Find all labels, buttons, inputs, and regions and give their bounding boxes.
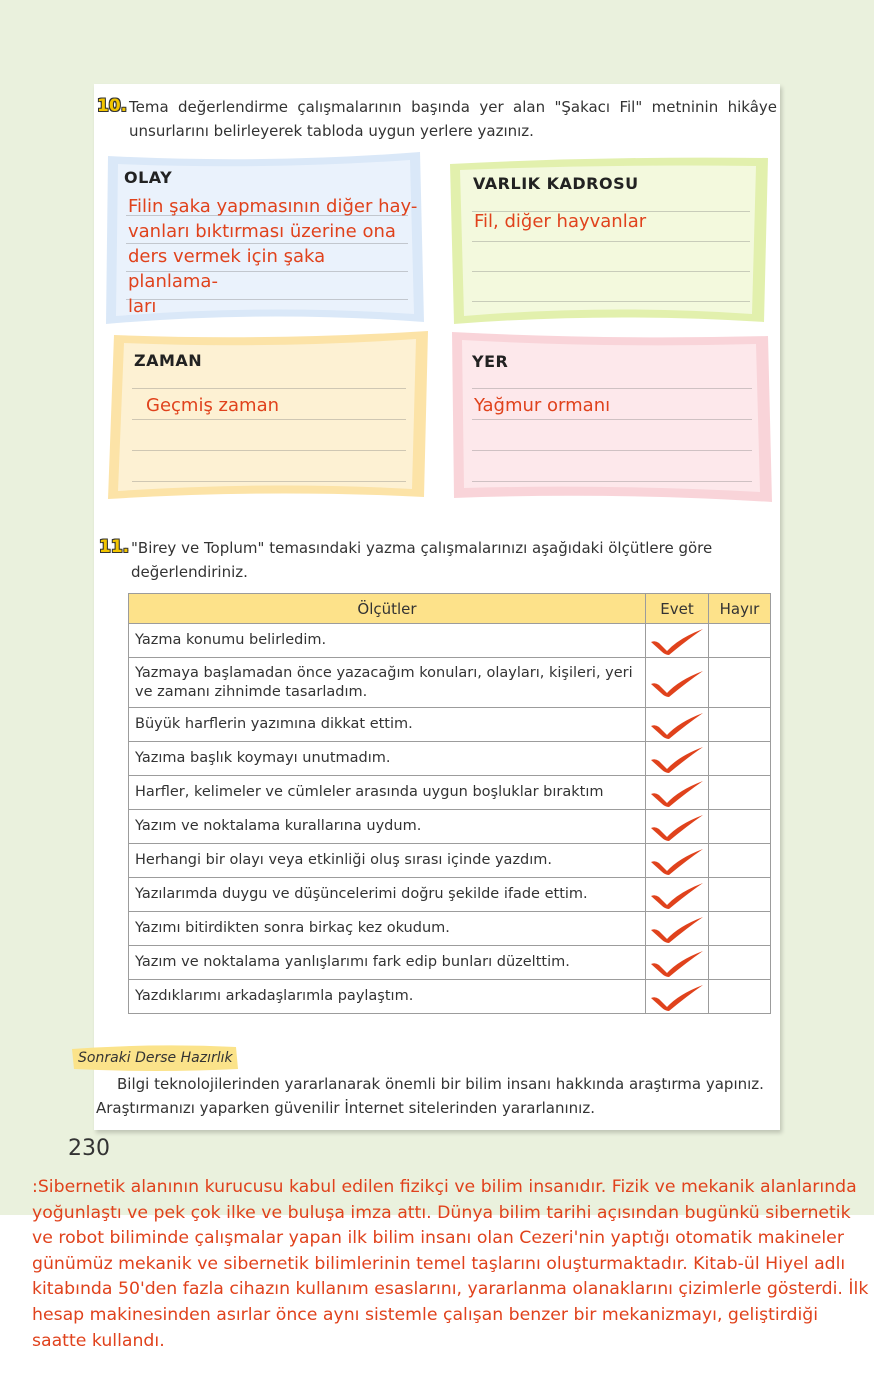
yes-cell[interactable] (646, 912, 709, 946)
card-varlik-line (472, 241, 750, 242)
card-varlik-line (472, 301, 750, 302)
no-cell[interactable] (709, 912, 771, 946)
question-11-text: "Birey ve Toplum" temasındaki yazma çalışmalarınızı aşağıdaki ölçütlere göre değerlendiriniz. (131, 539, 713, 581)
red-checkmark-icon (647, 914, 707, 944)
header-criteria: Ölçütler (129, 594, 646, 624)
card-yer-line (472, 388, 752, 389)
yes-cell[interactable] (646, 708, 709, 742)
criterion-text: Yazmaya başlamadan önce yazacağım konuları, olayları, kişileri, yeri ve zamanı zihnimde tasarladım. (129, 658, 646, 708)
card-olay-answer-line: vanları bıktırması üzerine ona (128, 221, 396, 242)
criterion-text: Yazım ve noktalama yanlışlarımı fark edip bunları düzelttim. (129, 946, 646, 980)
no-cell[interactable] (709, 658, 771, 708)
table-row (129, 980, 771, 1014)
card-zaman (108, 331, 430, 501)
no-cell[interactable] (709, 946, 771, 980)
table-row (129, 810, 771, 844)
header-yes: Evet (646, 594, 709, 624)
red-checkmark-icon (647, 778, 707, 808)
criterion-text: Yazma konumu belirledim. (129, 624, 646, 658)
no-cell[interactable] (709, 742, 771, 776)
no-cell[interactable] (709, 878, 771, 912)
table-row (129, 946, 771, 980)
table-row (129, 878, 771, 912)
yes-cell[interactable] (646, 624, 709, 658)
no-cell[interactable] (709, 624, 771, 658)
card-yer-line (472, 481, 752, 482)
criterion-text: Yazılarımda duygu ve düşüncelerimi doğru şekilde ifade ettim. (129, 878, 646, 912)
card-zaman-title: ZAMAN (134, 351, 203, 370)
card-zaman-answer: Geçmiş zaman (146, 395, 280, 416)
criterion-text: Yazdıklarımı arkadaşlarımla paylaştım. (129, 980, 646, 1014)
red-checkmark-icon (647, 812, 707, 842)
card-zaman-line (132, 481, 406, 482)
next-lesson-label (70, 1043, 248, 1073)
criterion-text: Yazıma başlık koymayı unutmadım. (129, 742, 646, 776)
table-row (129, 776, 771, 810)
question-11-number: 11. (99, 537, 130, 557)
criterion-text: Yazım ve noktalama kurallarına uydum. (129, 810, 646, 844)
yes-cell[interactable] (646, 776, 709, 810)
question-10-number: 10. (97, 96, 128, 116)
card-yer-title: YER (472, 352, 509, 371)
card-varlik-title: VARLIK KADROSU (473, 174, 639, 193)
no-cell[interactable] (709, 708, 771, 742)
table-row (129, 844, 771, 878)
card-olay-answer (128, 194, 418, 319)
yes-cell[interactable] (646, 810, 709, 844)
criteria-table (128, 593, 771, 1014)
criterion-text: Herhangi bir olayı veya etkinliği oluş sırası içinde yazdım. (129, 844, 646, 878)
question-10-text: Tema değerlendirme çalışmalarının başında yer alan "Şakacı Fil" metninin hikâye unsurlarını belirleyerek tabloda uygun yerlere yazınız. (129, 98, 777, 140)
header-no: Hayır (709, 594, 771, 624)
yes-cell[interactable] (646, 946, 709, 980)
yes-cell[interactable] (646, 878, 709, 912)
card-zaman-line (132, 419, 406, 420)
red-checkmark-icon (647, 744, 707, 774)
card-yer-line (472, 450, 752, 451)
table-body (129, 624, 771, 1014)
no-cell[interactable] (709, 844, 771, 878)
table-row (129, 624, 771, 658)
card-varlik-line (472, 271, 750, 272)
card-olay-answer-line: Filin şaka yapmasının diğer hay- (128, 196, 418, 217)
yes-cell[interactable] (646, 844, 709, 878)
card-olay-title: OLAY (124, 168, 173, 187)
red-checkmark-icon (647, 846, 707, 876)
table-row (129, 912, 771, 946)
red-checkmark-icon (647, 668, 707, 698)
no-cell[interactable] (709, 810, 771, 844)
no-cell[interactable] (709, 776, 771, 810)
card-yer-line (472, 419, 752, 420)
red-checkmark-icon (647, 948, 707, 978)
card-varlik-kadrosu (448, 154, 770, 326)
yes-cell[interactable] (646, 980, 709, 1014)
footnote-text: :Sibernetik alanının kurucusu kabul edilen fizikçi ve bilim insanıdır. Fizik ve mekanik alanlarında yoğunlaştı ve pek çok ilke ve buluşa imza attı. Dünya bilim tarihi açısından bugünkü sibernetik ve robot biliminde çalışmalar yapan ilk bilim insanı olan Cezeri'nin yaptığı otomatik makineler günümüz mekanik ve sibernetik bilimlerinin temel taşlarını oluşturmaktadır. Kitab-ül Hiyel adlı kitabında 50'den fazla cihazın kullanım esaslarını, yararlanma olanaklarını çizimlerle gösterdi. İlk hesap makinesinden asırlar önce aynı sistemle çalışan benzer bir mekanizmayı, geliştirdiği saatte kullandı. (32, 1177, 869, 1351)
card-yer-answer: Yağmur ormanı (474, 395, 611, 416)
no-cell[interactable] (709, 980, 771, 1014)
red-checkmark-icon (647, 626, 707, 656)
card-olay (104, 150, 426, 326)
next-lesson-label-text: Sonraki Derse Hazırlık (78, 1050, 233, 1066)
card-zaman-line (132, 450, 406, 451)
card-olay-answer-line: ders vermek için şaka planlama- (128, 246, 326, 292)
red-checkmark-icon (647, 880, 707, 910)
criterion-text: Harfler, kelimeler ve cümleler arasında uygun boşluklar bıraktım (129, 776, 646, 810)
next-lesson-text (96, 1072, 766, 1120)
criterion-text: Yazımı bitirdikten sonra birkaç kez okudum. (129, 912, 646, 946)
criterion-text: Büyük harflerin yazımına dikkat ettim. (129, 708, 646, 742)
card-olay-answer-line: ları (128, 296, 157, 317)
yes-cell[interactable] (646, 742, 709, 776)
table-header-row (129, 594, 771, 624)
card-zaman-line (132, 388, 406, 389)
table-row (129, 742, 771, 776)
table-row (129, 658, 771, 708)
card-yer (450, 330, 774, 504)
red-checkmark-icon (647, 710, 707, 740)
red-checkmark-icon (647, 982, 707, 1012)
next-lesson-paragraph: Bilgi teknolojilerinden yararlanarak önemli bir bilim insanı hakkında araştırma yapınız. Araştırmanızı yaparken güvenilir İnternet sitelerinden yararlanınız. (96, 1075, 764, 1117)
card-varlik-answer: Fil, diğer hayvanlar (474, 211, 647, 232)
yes-cell[interactable] (646, 658, 709, 708)
page-number: 230 (68, 1136, 110, 1161)
table-row (129, 708, 771, 742)
